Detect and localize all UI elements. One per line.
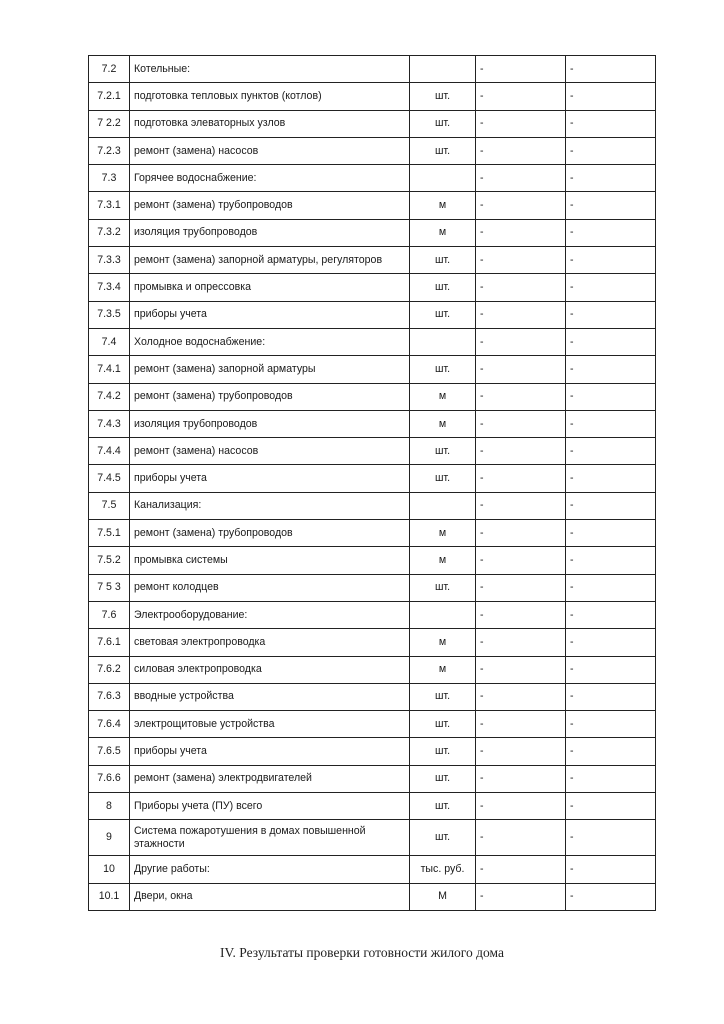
unit-cell: шт. (410, 574, 476, 601)
value-cell-2: - (566, 856, 656, 883)
unit-cell: шт. (410, 820, 476, 856)
table-row (89, 492, 656, 519)
unit-cell (410, 56, 476, 83)
value-cell-2: - (566, 574, 656, 601)
work-name-cell: световая электропроводка (130, 629, 410, 656)
table-row (89, 438, 656, 465)
row-number-cell: 7.3.5 (89, 301, 130, 328)
value-cell-2: - (566, 83, 656, 110)
work-name-cell: ремонт (замена) насосов (130, 438, 410, 465)
table-row (89, 820, 656, 856)
value-cell-2: - (566, 328, 656, 355)
table-row (89, 547, 656, 574)
value-cell-2: - (566, 656, 656, 683)
work-name-cell: промывка и опрессовка (130, 274, 410, 301)
value-cell-2: - (566, 165, 656, 192)
row-number-cell: 7.4.5 (89, 465, 130, 492)
work-name-cell: Система пожаротушения в домах повышенной этажности (130, 820, 410, 856)
table-row (89, 56, 656, 83)
work-name-cell: электрощитовые устройства (130, 711, 410, 738)
row-number-cell: 7.6.2 (89, 656, 130, 683)
row-number-cell: 7.4.1 (89, 356, 130, 383)
value-cell-2: - (566, 56, 656, 83)
unit-cell: шт. (410, 274, 476, 301)
table-row (89, 137, 656, 164)
row-number-cell: 7.3.1 (89, 192, 130, 219)
unit-cell: шт. (410, 465, 476, 492)
unit-cell: шт. (410, 247, 476, 274)
value-cell-2: - (566, 793, 656, 820)
work-name-cell: Приборы учета (ПУ) всего (130, 793, 410, 820)
row-number-cell: 7.2 (89, 56, 130, 83)
value-cell-1: - (476, 601, 566, 628)
work-name-cell: Горячее водоснабжение: (130, 165, 410, 192)
value-cell-2: - (566, 765, 656, 792)
work-name-cell: изоляция трубопроводов (130, 219, 410, 246)
unit-cell: шт. (410, 438, 476, 465)
work-name-cell: Холодное водоснабжение: (130, 328, 410, 355)
value-cell-2: - (566, 601, 656, 628)
row-number-cell: 10.1 (89, 883, 130, 910)
unit-cell: шт. (410, 110, 476, 137)
value-cell-2: - (566, 820, 656, 856)
row-number-cell: 7.6.5 (89, 738, 130, 765)
table-row (89, 574, 656, 601)
row-number-cell: 7.2.1 (89, 83, 130, 110)
value-cell-1: - (476, 137, 566, 164)
unit-cell: м (410, 520, 476, 547)
table-row (89, 683, 656, 710)
work-name-cell: Электрооборудование: (130, 601, 410, 628)
unit-cell: шт. (410, 137, 476, 164)
row-number-cell: 7.3 (89, 165, 130, 192)
value-cell-1: - (476, 301, 566, 328)
unit-cell: шт. (410, 356, 476, 383)
work-name-cell: подготовка тепловых пунктов (котлов) (130, 83, 410, 110)
row-number-cell: 7.5 (89, 492, 130, 519)
value-cell-2: - (566, 274, 656, 301)
unit-cell: м (410, 383, 476, 410)
value-cell-2: - (566, 683, 656, 710)
work-name-cell: Двери, окна (130, 883, 410, 910)
table-row (89, 520, 656, 547)
work-name-cell: ремонт (замена) трубопроводов (130, 520, 410, 547)
value-cell-1: - (476, 219, 566, 246)
value-cell-1: - (476, 765, 566, 792)
value-cell-1: - (476, 328, 566, 355)
unit-cell: шт. (410, 83, 476, 110)
row-number-cell: 7.6.3 (89, 683, 130, 710)
value-cell-2: - (566, 711, 656, 738)
table-row (89, 856, 656, 883)
row-number-cell: 7.2.3 (89, 137, 130, 164)
table-row (89, 793, 656, 820)
value-cell-2: - (566, 629, 656, 656)
value-cell-2: - (566, 738, 656, 765)
value-cell-1: - (476, 793, 566, 820)
table-row (89, 765, 656, 792)
unit-cell (410, 492, 476, 519)
value-cell-1: - (476, 738, 566, 765)
work-name-cell: приборы учета (130, 465, 410, 492)
value-cell-2: - (566, 110, 656, 137)
value-cell-2: - (566, 137, 656, 164)
row-number-cell: 7.4.2 (89, 383, 130, 410)
table-row (89, 274, 656, 301)
row-number-cell: 7.6 (89, 601, 130, 628)
value-cell-2: - (566, 383, 656, 410)
value-cell-1: - (476, 410, 566, 437)
work-name-cell: Котельные: (130, 56, 410, 83)
table-row (89, 601, 656, 628)
unit-cell: шт. (410, 738, 476, 765)
table-row (89, 301, 656, 328)
value-cell-1: - (476, 356, 566, 383)
unit-cell: м (410, 192, 476, 219)
value-cell-2: - (566, 410, 656, 437)
work-name-cell: ремонт колодцев (130, 574, 410, 601)
table-row (89, 247, 656, 274)
unit-cell: тыс. руб. (410, 856, 476, 883)
value-cell-1: - (476, 438, 566, 465)
work-name-cell: ремонт (замена) электродвигателей (130, 765, 410, 792)
table-row (89, 410, 656, 437)
row-number-cell: 7.5.1 (89, 520, 130, 547)
value-cell-1: - (476, 165, 566, 192)
value-cell-1: - (476, 492, 566, 519)
table-row (89, 629, 656, 656)
unit-cell: м (410, 410, 476, 437)
row-number-cell: 7.3.3 (89, 247, 130, 274)
value-cell-1: - (476, 274, 566, 301)
work-name-cell: Канализация: (130, 492, 410, 519)
work-name-cell: ремонт (замена) трубопроводов (130, 383, 410, 410)
table-row (89, 465, 656, 492)
row-number-cell: 7.6.1 (89, 629, 130, 656)
value-cell-2: - (566, 465, 656, 492)
work-name-cell: ремонт (замена) запорной арматуры, регуляторов (130, 247, 410, 274)
row-number-cell: 7 2.2 (89, 110, 130, 137)
unit-cell (410, 165, 476, 192)
work-name-cell: приборы учета (130, 301, 410, 328)
work-name-cell: ремонт (замена) запорной арматуры (130, 356, 410, 383)
table-row (89, 83, 656, 110)
value-cell-2: - (566, 547, 656, 574)
table-row (89, 883, 656, 910)
value-cell-1: - (476, 629, 566, 656)
unit-cell: м (410, 547, 476, 574)
works-table (88, 55, 656, 911)
row-number-cell: 10 (89, 856, 130, 883)
value-cell-1: - (476, 56, 566, 83)
unit-cell: шт. (410, 765, 476, 792)
work-name-cell: приборы учета (130, 738, 410, 765)
work-name-cell: вводные устройства (130, 683, 410, 710)
row-number-cell: 7.4.3 (89, 410, 130, 437)
unit-cell: М (410, 883, 476, 910)
value-cell-2: - (566, 356, 656, 383)
table-row (89, 711, 656, 738)
work-name-cell: промывка системы (130, 547, 410, 574)
table-row (89, 383, 656, 410)
work-name-cell: ремонт (замена) насосов (130, 137, 410, 164)
row-number-cell: 7.6.6 (89, 765, 130, 792)
work-name-cell: ремонт (замена) трубопроводов (130, 192, 410, 219)
row-number-cell: 7.4 (89, 328, 130, 355)
table-row (89, 192, 656, 219)
value-cell-1: - (476, 110, 566, 137)
table-row (89, 356, 656, 383)
value-cell-1: - (476, 656, 566, 683)
unit-cell (410, 328, 476, 355)
table-row (89, 656, 656, 683)
unit-cell: м (410, 629, 476, 656)
work-name-cell: подготовка элеваторных узлов (130, 110, 410, 137)
works-table-body (89, 56, 656, 911)
value-cell-1: - (476, 683, 566, 710)
value-cell-2: - (566, 492, 656, 519)
unit-cell (410, 601, 476, 628)
value-cell-1: - (476, 711, 566, 738)
row-number-cell: 7.3.2 (89, 219, 130, 246)
value-cell-2: - (566, 247, 656, 274)
value-cell-1: - (476, 192, 566, 219)
row-number-cell: 7.3.4 (89, 274, 130, 301)
value-cell-2: - (566, 520, 656, 547)
value-cell-2: - (566, 883, 656, 910)
row-number-cell: 9 (89, 820, 130, 856)
unit-cell: м (410, 656, 476, 683)
value-cell-1: - (476, 547, 566, 574)
value-cell-1: - (476, 247, 566, 274)
value-cell-1: - (476, 856, 566, 883)
unit-cell: шт. (410, 711, 476, 738)
row-number-cell: 8 (89, 793, 130, 820)
table-row (89, 738, 656, 765)
value-cell-1: - (476, 465, 566, 492)
value-cell-2: - (566, 301, 656, 328)
value-cell-1: - (476, 383, 566, 410)
work-name-cell: изоляция трубопроводов (130, 410, 410, 437)
unit-cell: м (410, 219, 476, 246)
work-name-cell: силовая электропроводка (130, 656, 410, 683)
value-cell-1: - (476, 520, 566, 547)
table-row (89, 328, 656, 355)
table-row (89, 110, 656, 137)
work-name-cell: Другие работы: (130, 856, 410, 883)
row-number-cell: 7.4.4 (89, 438, 130, 465)
section-title: IV. Результаты проверки готовности жилого дома (220, 945, 504, 960)
value-cell-1: - (476, 883, 566, 910)
table-row (89, 219, 656, 246)
unit-cell: шт. (410, 793, 476, 820)
unit-cell: шт. (410, 683, 476, 710)
value-cell-1: - (476, 574, 566, 601)
value-cell-2: - (566, 438, 656, 465)
value-cell-1: - (476, 83, 566, 110)
row-number-cell: 7 5 3 (89, 574, 130, 601)
value-cell-1: - (476, 820, 566, 856)
row-number-cell: 7.6.4 (89, 711, 130, 738)
row-number-cell: 7.5.2 (89, 547, 130, 574)
unit-cell: шт. (410, 301, 476, 328)
table-row (89, 165, 656, 192)
value-cell-2: - (566, 219, 656, 246)
value-cell-2: - (566, 192, 656, 219)
